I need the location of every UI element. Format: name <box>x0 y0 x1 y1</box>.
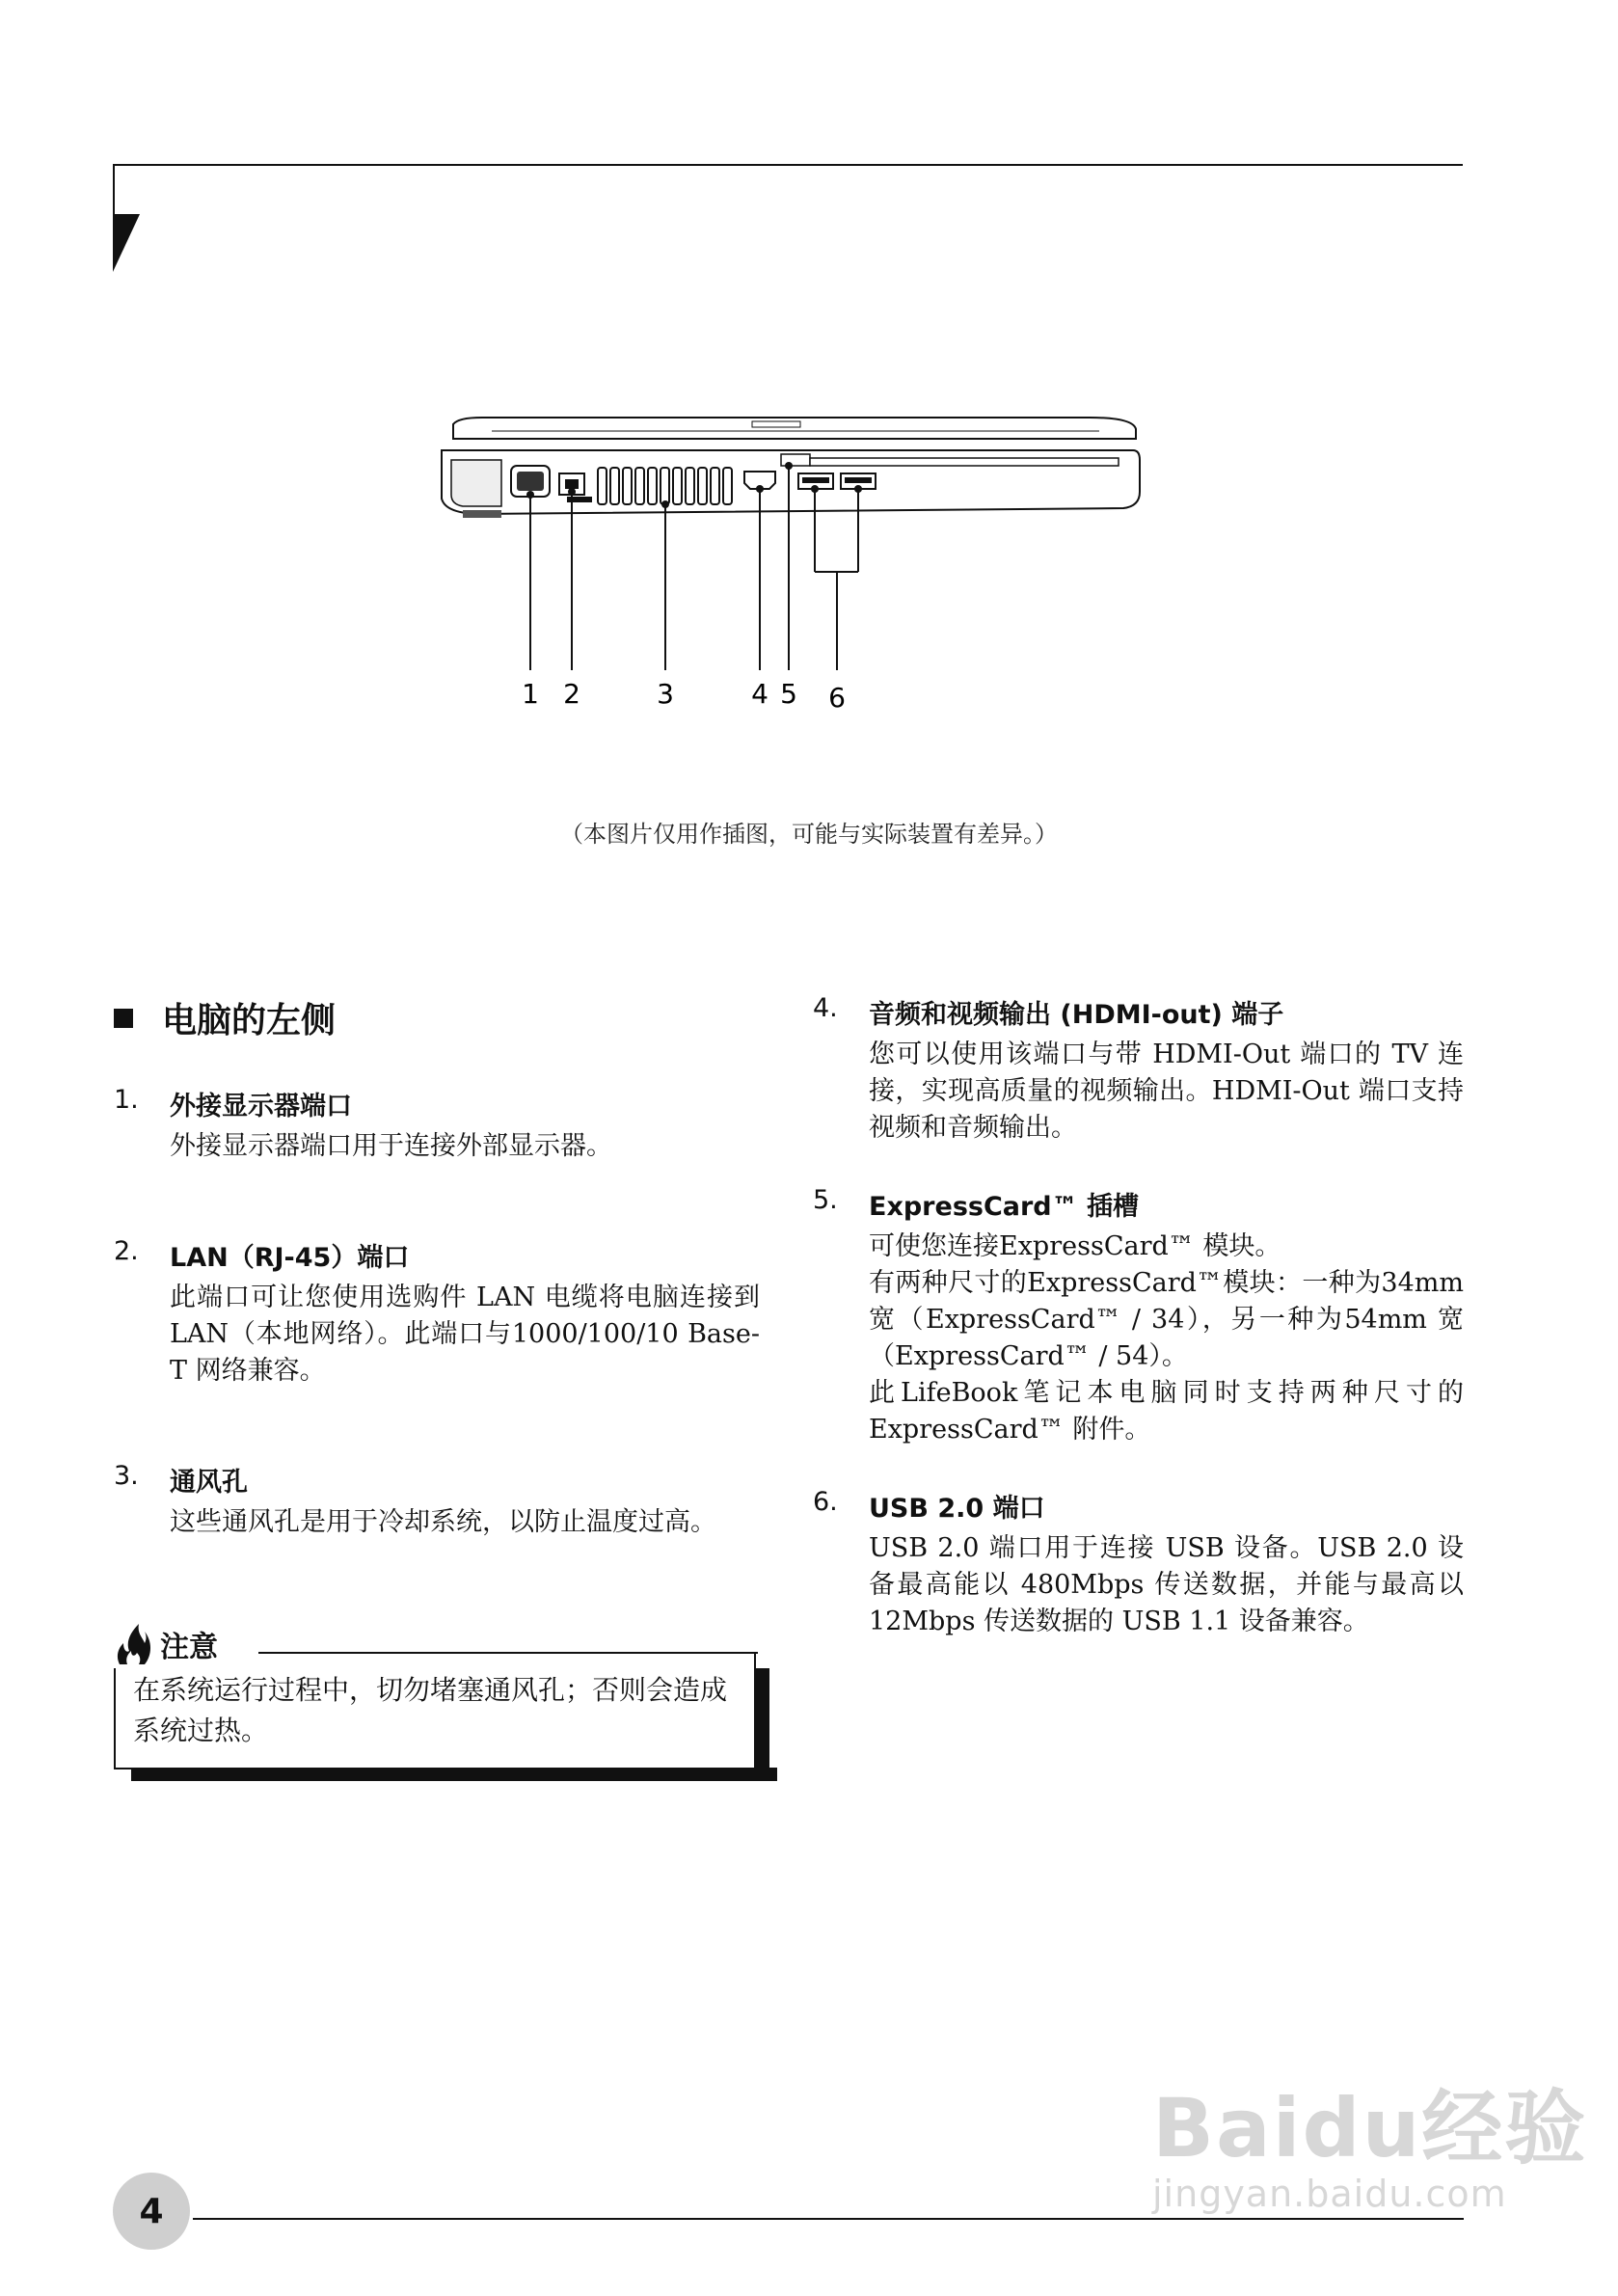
callout-2: 2 <box>563 678 580 710</box>
header-rule <box>113 164 1463 166</box>
callout-6: 6 <box>828 682 846 714</box>
item-body-text: 您可以使用该端口与带 HDMI-Out 端口的 TV 连接，实现高质量的视频输出。HDMI-Out 端口支持视频和音频输出。 <box>869 1040 1464 1143</box>
footer-rule <box>193 2218 1464 2220</box>
item-body-text: USB 2.0 端口用于连接 USB 设备。USB 2.0 设备最高能以 480Mbps 传送数据，并能与最高以 12Mbps 传送数据的 USB 1.1 设备兼容。 <box>869 1533 1464 1636</box>
caution-box <box>114 1620 760 1789</box>
left-column <box>114 993 760 1580</box>
item-2 <box>114 1236 760 1390</box>
section-title-text: 电脑的左侧 <box>162 1001 337 1040</box>
item-number: 4. <box>813 993 838 1023</box>
watermark-main: Baidu经验 <box>1152 2081 1588 2175</box>
callout-4: 4 <box>751 678 769 710</box>
item-body-text: 这些通风孔是用于冷却系统，以防止温度过高。 <box>170 1507 716 1537</box>
callout-3: 3 <box>657 678 674 710</box>
header-left-rule <box>113 164 115 218</box>
item-body-text: 外接显示器端口用于连接外部显示器。 <box>170 1131 612 1161</box>
item-title: 通风孔 <box>170 1468 248 1498</box>
page-number: 4 <box>113 2173 190 2250</box>
item-body-text: 此端口可让您使用选购件 LAN 电缆将电脑连接到 LAN（本地网络）。此端口与1000/100/10 Base-T 网络兼容。 <box>170 1283 760 1386</box>
item-body-text: 可使您连接ExpressCard™ 模块。 <box>869 1231 1281 1261</box>
caution-label: 注意 <box>160 1631 218 1664</box>
figure-caption: （本图片仅用作插图，可能与实际装置有差异。） <box>560 821 1058 848</box>
item-3 <box>114 1461 760 1541</box>
item-number: 5. <box>813 1185 838 1215</box>
laptop-left-side-figure <box>424 410 1157 728</box>
item-4 <box>813 993 1464 1147</box>
watermark-url: jingyan.baidu.com <box>1152 2173 1507 2215</box>
square-bullet-icon <box>114 1009 133 1028</box>
item-number: 3. <box>114 1461 139 1491</box>
item-5 <box>813 1185 1464 1448</box>
item-6 <box>813 1487 1464 1640</box>
callout-5: 5 <box>780 678 797 710</box>
item-1 <box>114 1085 760 1165</box>
section-title <box>114 993 760 1042</box>
baidu-watermark <box>1152 2064 1587 2215</box>
item-title: 音频和视频输出 (HDMI-out) 端子 <box>869 1000 1284 1030</box>
item-number: 1. <box>114 1085 139 1115</box>
right-column <box>813 993 1464 1679</box>
item-body-text: 此LifeBook笔记本电脑同时支持两种尺寸的ExpressCard™ 附件。 <box>869 1378 1464 1445</box>
caution-text: 在系统运行过程中，切勿堵塞通风孔；否则会造成系统过热。 <box>133 1674 728 1746</box>
item-title: 外接显示器端口 <box>170 1092 352 1121</box>
flame-caution-icon <box>114 1622 152 1666</box>
item-title: ExpressCard™ 插槽 <box>869 1192 1140 1222</box>
item-number: 6. <box>813 1487 838 1517</box>
callout-1: 1 <box>522 678 539 710</box>
item-number: 2. <box>114 1236 139 1266</box>
item-body-text: 有两种尺寸的ExpressCard™模块：一种为34mm 宽（ExpressCard™ / 34），另一种为54mm 宽（ExpressCard™ / 54）。 <box>869 1268 1464 1371</box>
item-title: USB 2.0 端口 <box>869 1494 1045 1524</box>
item-title: LAN（RJ-45）端口 <box>170 1243 410 1273</box>
header-corner-triangle-icon <box>113 214 142 274</box>
